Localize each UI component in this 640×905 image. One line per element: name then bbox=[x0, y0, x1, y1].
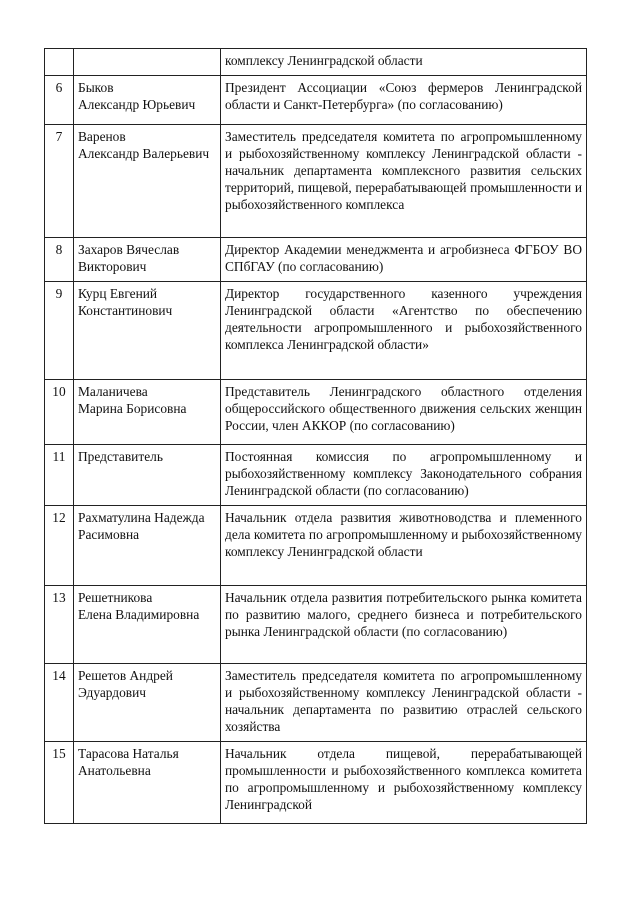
table-row bbox=[45, 742, 587, 824]
member-name: Рахматулина Надежда Расимовна bbox=[74, 506, 221, 586]
table-row bbox=[45, 125, 587, 238]
member-name: Решетов Андрей Эдуардович bbox=[74, 664, 221, 742]
member-position: Заместитель председателя комитета по агропромышленному и рыбохозяйственному комплексу Ленинградской области - начальник департамента комплексного развития сельских территорий, пищевой, перерабатывающей промышленности и рыбохозяйственного комплекса bbox=[221, 125, 587, 238]
row-number: 6 bbox=[45, 76, 74, 125]
table-row bbox=[45, 238, 587, 282]
table-row bbox=[45, 506, 587, 586]
member-position: Начальник отдела развития животноводства и племенного дела комитета по агропромышленному и рыбохозяйственному комплексу Ленинградской области bbox=[221, 506, 587, 586]
row-number: 12 bbox=[45, 506, 74, 586]
members-table-body bbox=[45, 49, 587, 824]
member-position: Постоянная комиссия по агропромышленному и рыбохозяйственному комплексу Законодательного собрания Ленинградской области (по согласованию) bbox=[221, 445, 587, 506]
row-number: 9 bbox=[45, 282, 74, 380]
member-position: Заместитель председателя комитета по агропромышленному и рыбохозяйственному комплексу Ленинградской области - начальник департамента по развитию отраслей сельского хозяйства bbox=[221, 664, 587, 742]
row-number: 14 bbox=[45, 664, 74, 742]
member-position: Президент Ассоциации «Союз фермеров Ленинградской области и Санкт-Петербурга» (по согласованию) bbox=[221, 76, 587, 125]
member-name: Тарасова Наталья Анатольевна bbox=[74, 742, 221, 824]
member-name: Быков Александр Юрьевич bbox=[74, 76, 221, 125]
member-position: Директор Академии менеджмента и агробизнеса ФГБОУ ВО СПбГАУ (по согласованию) bbox=[221, 238, 587, 282]
member-position: Начальник отдела пищевой, перерабатывающей промышленности и рыбохозяйственного комплекса комитета по агропромышленному и рыбохозяйственному комплексу Ленинградской bbox=[221, 742, 587, 824]
table-row bbox=[45, 445, 587, 506]
member-name bbox=[74, 49, 221, 76]
row-number bbox=[45, 49, 74, 76]
table-row bbox=[45, 380, 587, 445]
table-row bbox=[45, 664, 587, 742]
table-row bbox=[45, 282, 587, 380]
row-number: 10 bbox=[45, 380, 74, 445]
row-number: 7 bbox=[45, 125, 74, 238]
member-name: Представитель bbox=[74, 445, 221, 506]
member-position: Представитель Ленинградского областного отделения общероссийского общественного движения сельских женщин России, член АККОР (по согласованию) bbox=[221, 380, 587, 445]
row-number: 8 bbox=[45, 238, 74, 282]
row-number: 11 bbox=[45, 445, 74, 506]
member-name: Варенов Александр Валерьевич bbox=[74, 125, 221, 238]
member-position: Директор государственного казенного учреждения Ленинградской области «Агентство по обеспечению деятельности агропромышленного и рыбохозяйственного комплекса Ленинградской области» bbox=[221, 282, 587, 380]
member-name: Захаров Вячеслав Викторович bbox=[74, 238, 221, 282]
table-row bbox=[45, 49, 587, 76]
table-row bbox=[45, 586, 587, 664]
member-position: комплексу Ленинградской области bbox=[221, 49, 587, 76]
table-row bbox=[45, 76, 587, 125]
row-number: 13 bbox=[45, 586, 74, 664]
row-number: 15 bbox=[45, 742, 74, 824]
members-table bbox=[44, 48, 587, 824]
member-name: Решетникова Елена Владимировна bbox=[74, 586, 221, 664]
member-name: Маланичева Марина Борисовна bbox=[74, 380, 221, 445]
member-name: Курц Евгений Константинович bbox=[74, 282, 221, 380]
member-position: Начальник отдела развития потребительского рынка комитета по развитию малого, среднего бизнеса и потребительского рынка Ленинградской области (по согласованию) bbox=[221, 586, 587, 664]
